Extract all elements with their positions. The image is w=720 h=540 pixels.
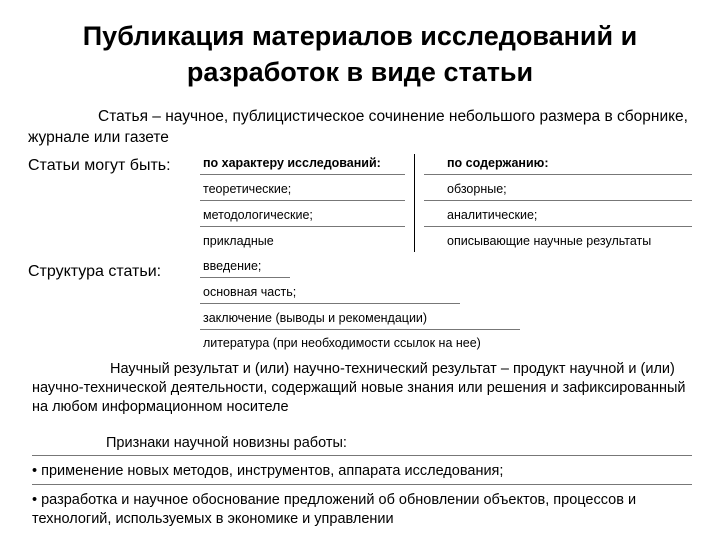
result-paragraph: Научный результат и (или) научно-технический результат – продукт научной и (или) научно-технической деятельности, содержащий новые знания или решения и зафиксированный на любом информационном носителе	[32, 361, 686, 415]
divider	[424, 226, 692, 227]
novelty-bullet: • разработка и научное обоснование предложений об обновлении объектов, процессов и технологий, используемых в экономике и управлении	[32, 492, 637, 527]
divider	[200, 200, 405, 201]
col2-item: описывающие научные результаты	[447, 234, 652, 248]
novelty-bullet: • применение новых методов, инструментов, аппарата исследования;	[32, 463, 504, 479]
structure-item: заключение (выводы и рекомендации)	[203, 311, 428, 325]
divider	[32, 455, 692, 456]
page-title	[0, 18, 720, 90]
types-label: Статьи могут быть:	[28, 157, 171, 174]
definition-text: Статья – научное, публицистическое сочинение небольшого размера в сборнике, журнале или газете	[28, 108, 688, 146]
col2-item: аналитические;	[447, 208, 538, 222]
divider	[424, 174, 692, 175]
structure-item: основная часть;	[203, 285, 297, 299]
col2-header: по содержанию:	[447, 156, 549, 170]
novelty-heading: Признаки научной новизны работы:	[106, 435, 347, 451]
title-line-1: Публикация материалов исследований и	[82, 21, 638, 51]
col1-header: по характеру исследований:	[203, 156, 381, 170]
col1-item: теоретические;	[203, 182, 292, 196]
divider	[200, 174, 405, 175]
divider	[200, 277, 290, 278]
divider	[32, 484, 692, 485]
divider	[200, 303, 460, 304]
structure-label: Структура статьи:	[28, 263, 162, 280]
column-divider	[414, 154, 415, 252]
col2-item: обзорные;	[447, 182, 507, 196]
col1-item: методологические;	[203, 208, 313, 222]
title-line-2: разработок в виде статьи	[186, 57, 534, 87]
divider	[200, 226, 405, 227]
divider	[424, 200, 692, 201]
col1-item: прикладные	[203, 234, 274, 248]
structure-item: литература (при необходимости ссылок на нее)	[203, 336, 481, 350]
structure-item: введение;	[203, 259, 262, 273]
divider	[200, 329, 520, 330]
